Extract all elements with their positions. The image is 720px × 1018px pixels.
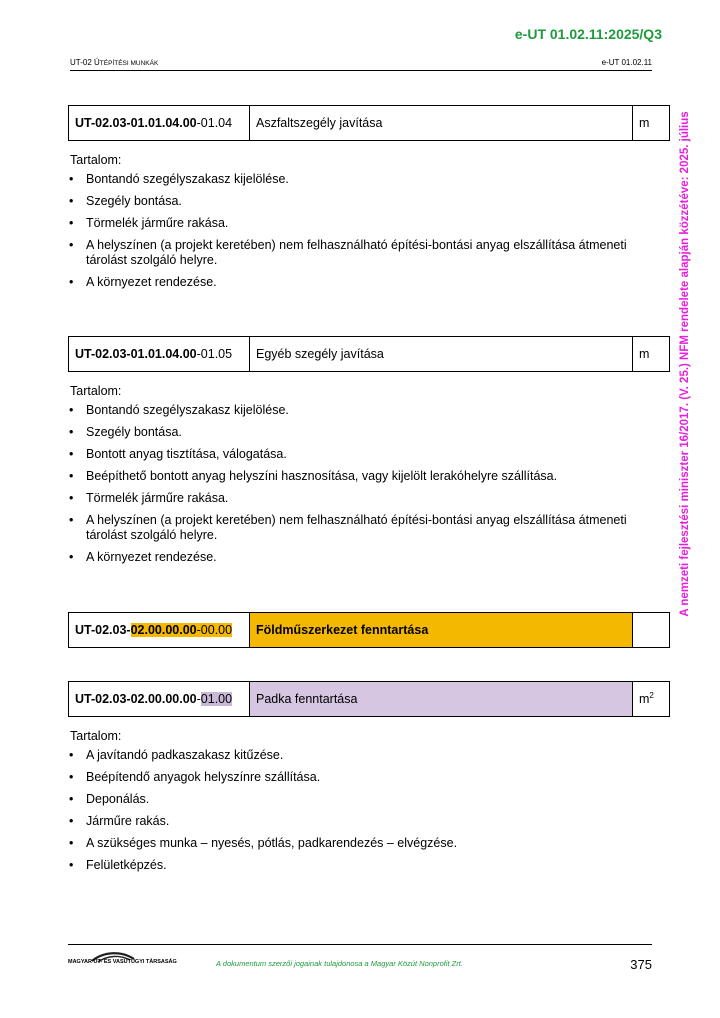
- page-footer: [68, 944, 652, 972]
- list-item: • Szegély bontása.: [86, 194, 670, 209]
- logo-text: MAGYAR ÚT- ÉS VASÚTÜGYI TÁRSASÁG: [68, 959, 177, 965]
- work-item-4: [68, 681, 670, 880]
- list-item: • A szükséges munka – nyesés, pótlás, padkarendezés – elvégzése.: [86, 836, 670, 851]
- list-item: • Bontandó szegélyszakasz kijelölése.: [86, 172, 670, 187]
- list-item: • A javítandó padkaszakasz kitűzése.: [86, 748, 670, 763]
- content-heading: Tartalom:: [70, 729, 122, 743]
- item-code: UT-02.03-02.00.00.00-00.00: [69, 613, 250, 648]
- list-item: • Beépíthető bontott anyag helyszíni hasznosítása, vagy kijelölt lerakóhelyre szállítása.: [86, 469, 670, 484]
- list-item: • Járműre rakás.: [86, 814, 670, 829]
- list-item: • Törmelék járműre rakása.: [86, 491, 670, 506]
- list-item: • A helyszínen (a projekt keretében) nem felhasználható építési-bontási anyag elszállítása átmeneti tárolást szolgáló helyre.: [86, 513, 670, 543]
- list-item: • Törmelék járműre rakása.: [86, 216, 670, 231]
- item-title: Egyéb szegély javítása: [250, 337, 633, 372]
- list-item: • Deponálás.: [86, 792, 670, 807]
- item-code-table: [68, 681, 670, 717]
- item-title: Földműszerkezet fenntartása: [250, 613, 633, 648]
- item-code-table: [68, 336, 670, 372]
- list-item: • A környezet rendezése.: [86, 275, 670, 290]
- item-unit: $m^2$: [633, 682, 670, 717]
- list-item: • Szegély bontása.: [86, 425, 670, 440]
- work-item-2: [68, 336, 670, 572]
- side-publication-note: A nemzeti fejlesztési miniszter 16/2017. (V. 25.) NFM rendelete alapján közzétéve: 2025. július: [679, 111, 691, 617]
- item-code: UT-02.03-02.00.00.00-01.00: [69, 682, 250, 717]
- work-item-1: [68, 105, 670, 297]
- content-heading: Tartalom:: [70, 384, 122, 398]
- running-header: [70, 58, 652, 71]
- header-doc-ref: e-UT 01.02.11: [601, 58, 652, 67]
- list-item: • Felületképzés.: [86, 858, 670, 873]
- document-code: e-UT 01.02.11:2025/Q3: [514, 26, 662, 42]
- item-title: Aszfaltszegély javítása: [250, 106, 633, 141]
- item-code-table: [68, 612, 670, 648]
- work-item-3: [68, 612, 670, 648]
- list-item: • A környezet rendezése.: [86, 550, 670, 565]
- list-item: • A helyszínen (a projekt keretében) nem felhasználható építési-bontási anyag elszállítása átmeneti tárolást szolgáló helyre.: [86, 238, 670, 268]
- list-item: • Bontott anyag tisztítása, válogatása.: [86, 447, 670, 462]
- content-list: [68, 403, 670, 565]
- copyright-note: A dokumentum szerzői jogainak tulajdonosa a Magyar Közút Nonprofit Zrt.: [216, 959, 463, 968]
- item-code: UT-02.03-01.01.04.00-01.05: [69, 337, 250, 372]
- item-unit: m: [633, 337, 670, 372]
- content-list: [68, 172, 670, 290]
- header-chapter: UT-02 ÚTÉPÍTÉSI MUNKÁK: [70, 58, 159, 67]
- content-list: [68, 748, 670, 873]
- item-unit: m: [633, 106, 670, 141]
- list-item: • Bontandó szegélyszakasz kijelölése.: [86, 403, 670, 418]
- item-code: UT-02.03-01.01.04.00-01.04: [69, 106, 250, 141]
- content-heading: Tartalom:: [70, 153, 122, 167]
- page-number: 375: [630, 957, 652, 972]
- item-code-table: [68, 105, 670, 141]
- list-item: • Beépítendő anyagok helyszínre szállítása.: [86, 770, 670, 785]
- item-title: Padka fenntartása: [250, 682, 633, 717]
- item-unit: [633, 613, 670, 648]
